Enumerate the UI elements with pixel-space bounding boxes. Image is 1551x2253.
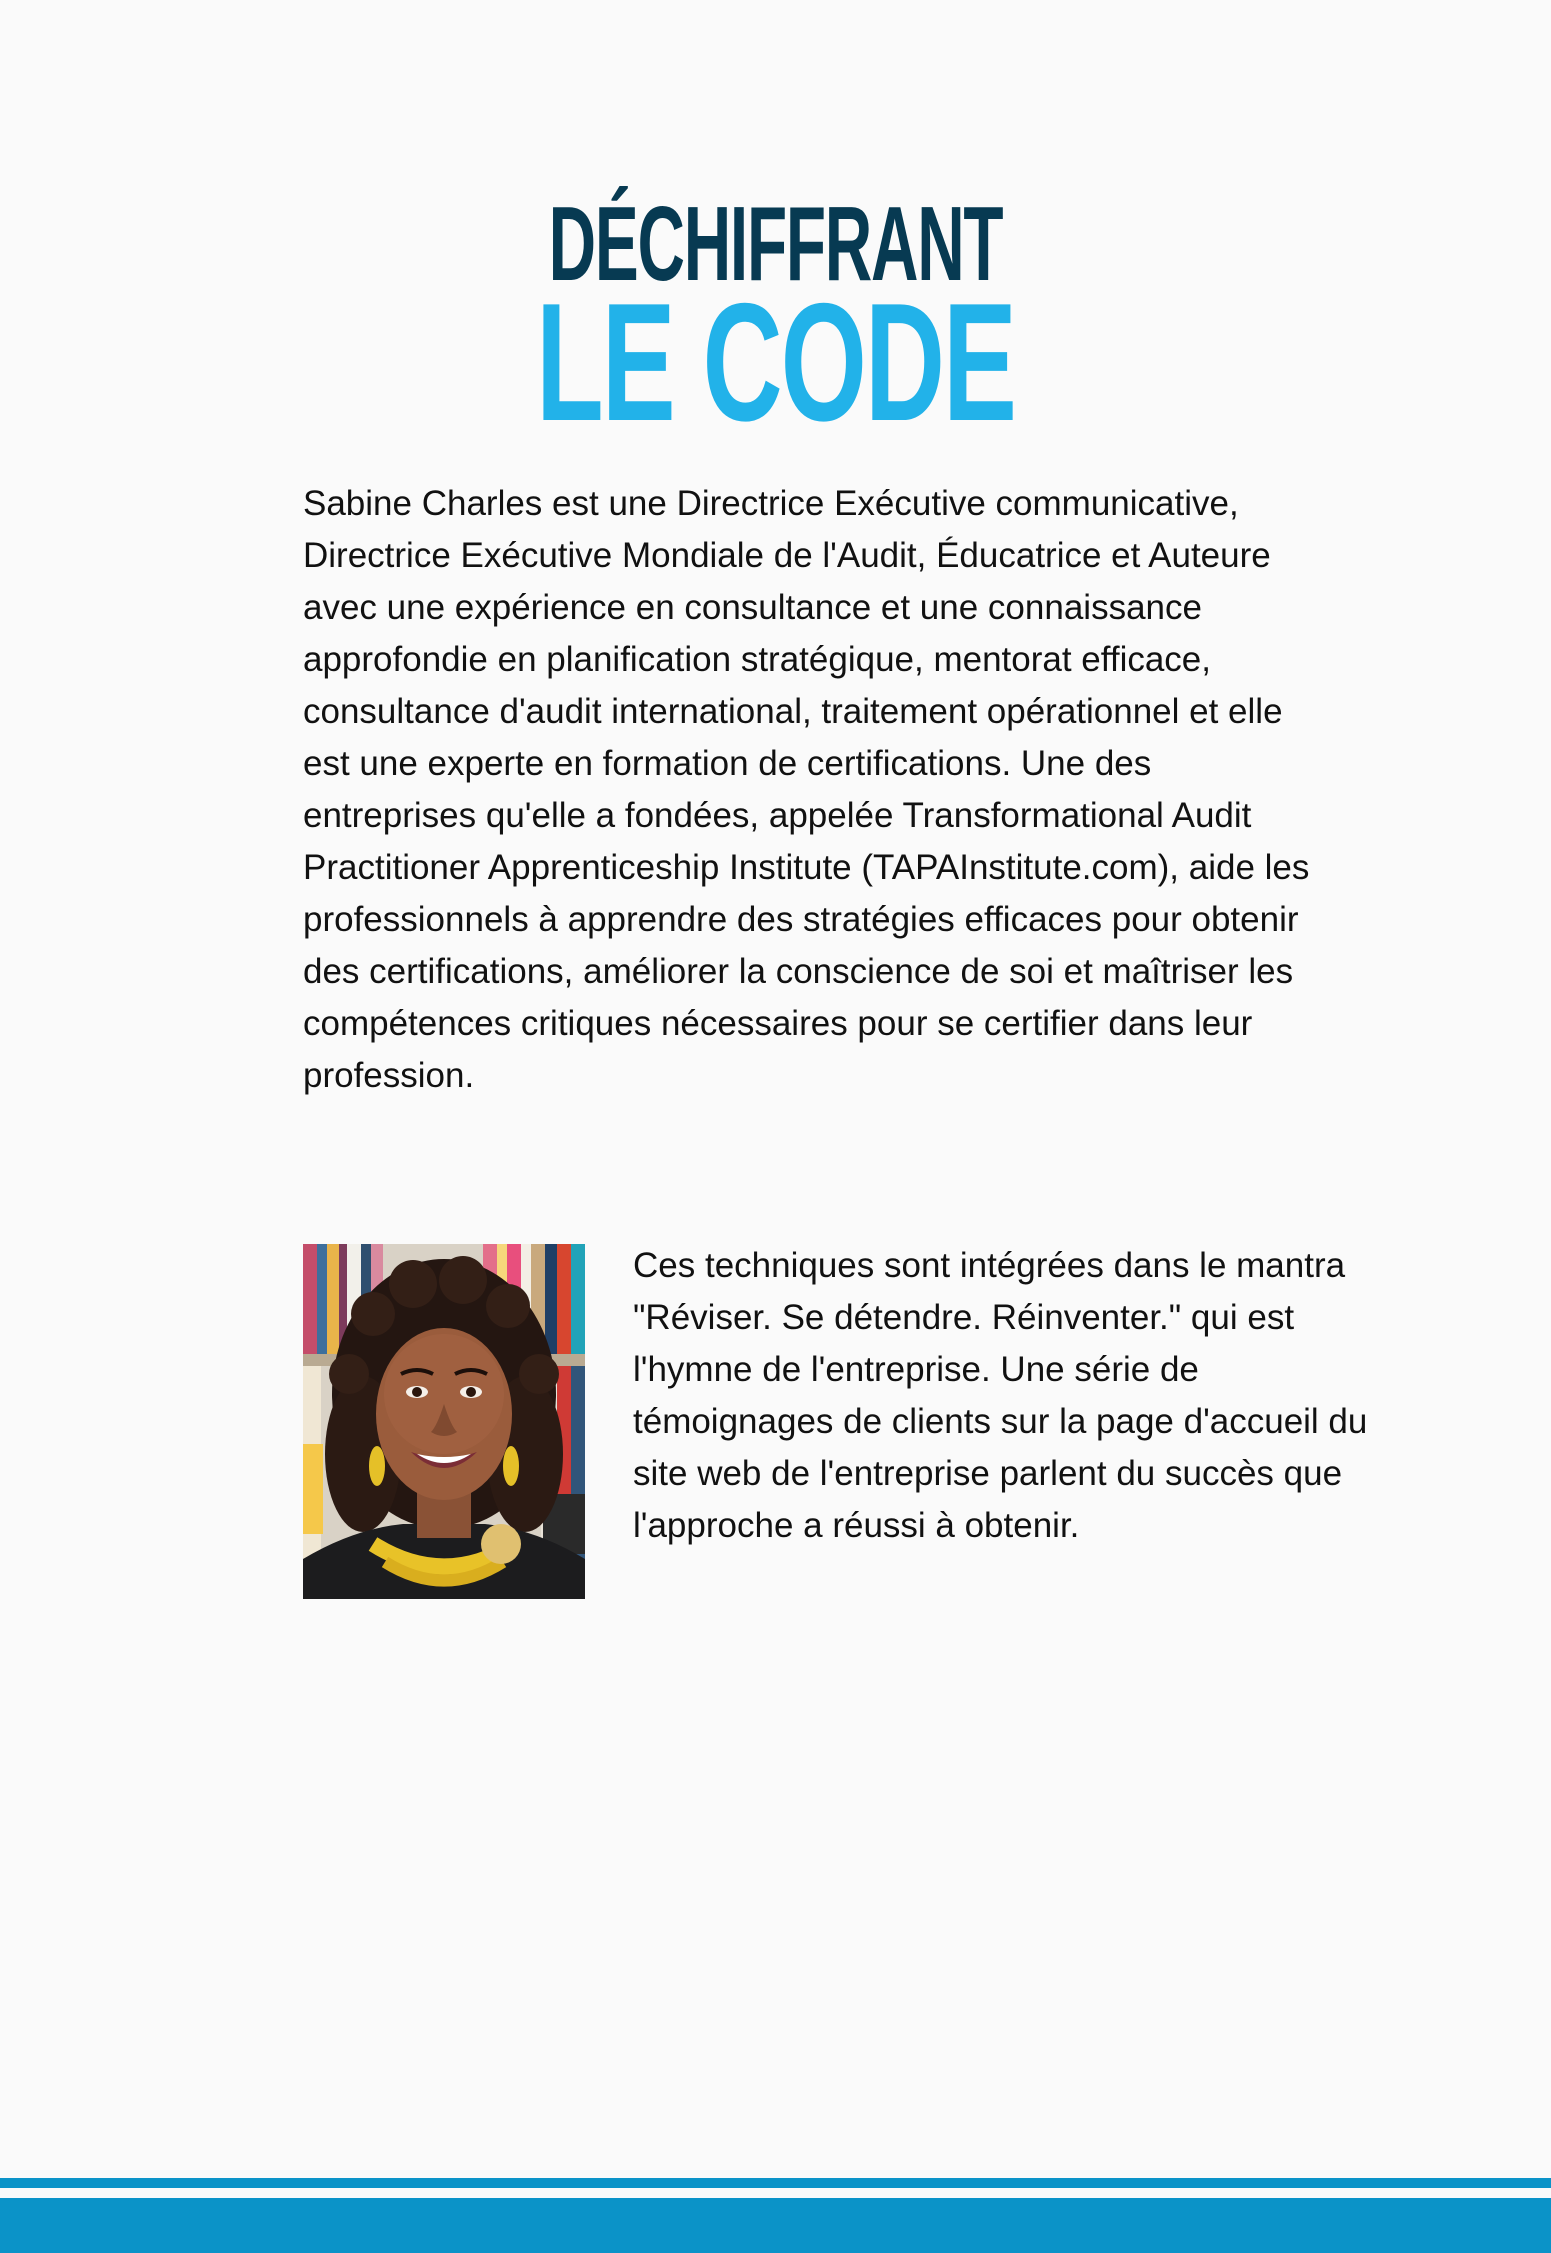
footer-stripe-thin — [0, 2178, 1551, 2188]
title-line-1: DÉCHIFFRANT — [548, 185, 1003, 303]
author-portrait — [303, 1244, 585, 1599]
title-line-2: LE CODE — [536, 268, 1015, 456]
author-bio-paragraph: Sabine Charles est une Directrice Exécutive communicative, Directrice Exécutive Mondiale de l'Audit, Éducatrice et Auteure avec une expérience en consultance et une connaissance approfondie en planification stratégique, mentorat efficace, consultance d'audit international, traitement opérationnel et elle est une experte en formation de certifications. Une des entreprises qu'elle a fondées, appelée Transformational Audit Practitioner Apprenticeship Institute (TAPAInstitute.com), aide les professionnels à apprendre des stratégies efficaces pour obtenir des certifications, améliorer la conscience de soi et maîtriser les compétences critiques nécessaires pour se certifier dans leur profession. — [303, 484, 1310, 1095]
book-title — [0, 185, 1551, 456]
mantra-paragraph: Ces techniques sont intégrées dans le mantra "Réviser. Se détendre. Réinventer." qui est l'hymne de l'entreprise. Une série de témoignages de clients sur la page d'accueil du site web de l'entreprise parlent du succès que l'approche a réussi à obtenir. — [633, 1246, 1368, 1545]
footer-stripe-thick — [0, 2198, 1551, 2253]
